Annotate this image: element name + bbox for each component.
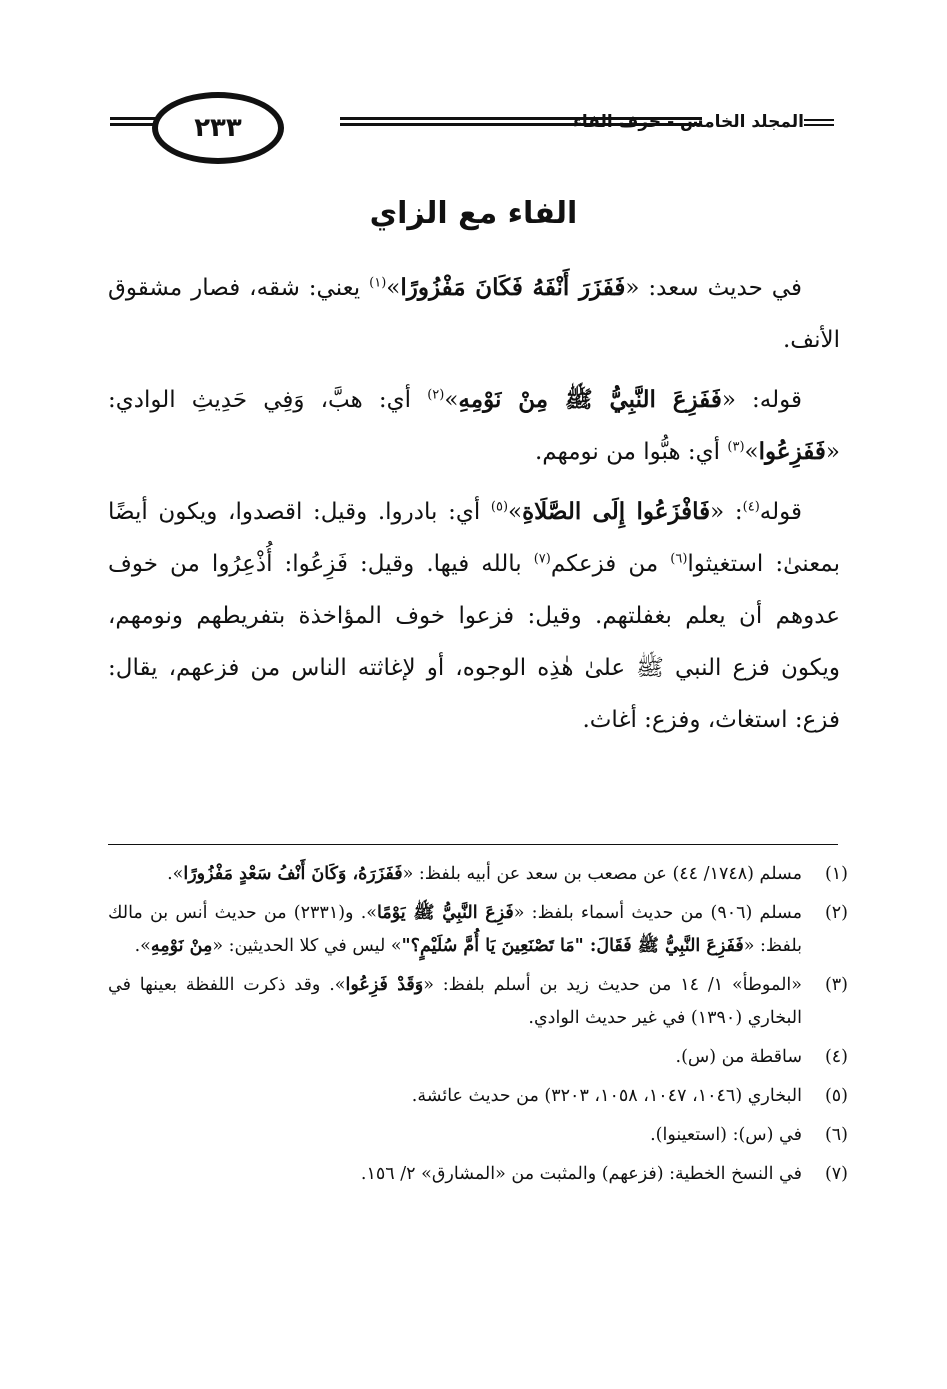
- footnote: [108, 897, 848, 963]
- section-title: الفاء مع الزاي: [369, 196, 578, 231]
- header-rule-left: [110, 117, 158, 131]
- page-header: [110, 92, 840, 172]
- paragraph: قوله$^{(٤)}$: «فَافْزَعُوا إِلَى الصَّلَاةِ»$^{(٥)}$ أي: بادروا. وقيل: اقصدوا، ويكون أيضًا بمعنىٰ: استغيثوا$^{(٦)}$ من فزعكم$^{(٧)}$ بالله فيها. وقيل: فَزِعُوا: أُذْعِرُوا من خوف عدوهم أن يعلم بغفلتهم. وقيل: فزعوا خوف المؤاخذة بتفريطهم ونومهم، ويكون فزع النبي ﷺ علىٰ هٰذِه الوجوه، أو لإغاثته الناس من فزعهم، يقال: فزع: استغاث، وفزع: أغاث.: [108, 498, 840, 733]
- footnote-separator: [108, 844, 838, 845]
- footnote-number: (٥): [824, 1086, 848, 1106]
- footnote-ref[interactable]: (٣): [727, 439, 745, 455]
- footnote-text: في النسخ الخطية: (فزعهم) والمثبت من «المشارق» ٢/ ١٥٦.: [360, 1164, 802, 1184]
- hadith-quote: فَفَزِعَ النَّبِيُّ ﷺ مِنْ نَوْمِهِ: [458, 386, 722, 413]
- main-text: [108, 262, 840, 754]
- footnote: [108, 969, 848, 1035]
- footnote-text: ساقطة من (س).: [675, 1047, 802, 1067]
- page-number: ٢٣٣: [152, 92, 284, 164]
- footnote-text: مسلم (١٧٤٨/ ٤٤) عن مصعب بن سعد عن أبيه بلفظ: «فَفَزَرَهُ، وَكَانَ أَنْفُ سَعْدٍ مَفْزُورًا».: [167, 864, 802, 884]
- footnote-text: البخاري (١٠٤٦، ١٠٤٧، ١٠٥٨، ٣٢٠٣) من حديث عائشة.: [411, 1086, 802, 1106]
- footnote-number: (١): [824, 864, 848, 884]
- footnote-number: (٢): [824, 903, 848, 923]
- hadith-quote: فَافْزَعُوا إِلَى الصَّلَاةِ: [522, 498, 711, 525]
- footnote: [108, 1158, 848, 1191]
- footnotes: [108, 858, 848, 1197]
- footnote-ref[interactable]: (٤): [742, 499, 760, 515]
- footnote-number: (٣): [824, 975, 848, 995]
- footnote-ref[interactable]: (٢): [427, 387, 445, 403]
- paragraph: قوله: «فَفَزِعَ النَّبِيُّ ﷺ مِنْ نَوْمِهِ»$^{(٢)}$ أي: هبَّ، وَفِي حَدِيثِ الوادي: «فَفَزِعُوا»$^{(٣)}$ أي: هبُّوا من نومهم.: [108, 386, 840, 465]
- running-title-text: المجلد الخامس - حرف الفاء: [573, 112, 804, 132]
- footnote-ref[interactable]: (٦): [670, 551, 688, 567]
- footnote-text: في (س): (استعينوا).: [650, 1125, 802, 1145]
- footnote-ref[interactable]: (٥): [490, 499, 509, 515]
- footnote: [108, 1119, 848, 1152]
- hadith-quote: فَفَزَرَ أَنْفَهُ فَكَانَ مَفْزُورًا: [400, 274, 626, 301]
- running-title: [573, 112, 840, 132]
- title-ornament: [804, 116, 834, 129]
- footnote-ref[interactable]: (١): [369, 275, 387, 291]
- hadith-quote: فَفَزِعُوا: [758, 438, 826, 465]
- footnote-text: مسلم (٩٠٦) من حديث أسماء بلفظ: «فَزِعَ النَّبِيُّ ﷺ يَوْمًا». و(٢٣٣١) من حديث أنس بن مالك بلفظ: «فَفَزِعَ النَّبِيُّ ﷺ فَقَالَ: "مَا تَصْنَعِينَ يَا أُمَّ سُلَيْمٍ؟"» ليس في كلا الحديثين: «مِنْ نَوْمِهِ».: [108, 903, 802, 956]
- paragraph: في حديث سعد: «فَفَزَرَ أَنْفَهُ فَكَانَ مَفْزُورًا»$^{(١)}$ يعني: شقه، فصار مشقوق الأنف.: [108, 274, 840, 353]
- footnote: [108, 1041, 848, 1074]
- footnote-ref[interactable]: (٧): [533, 551, 551, 567]
- footnote-number: (٧): [824, 1164, 848, 1184]
- footnote: [108, 1080, 848, 1113]
- footnote-number: (٤): [824, 1047, 848, 1067]
- footnote: [108, 858, 848, 891]
- footnote-text: «الموطأ» ١/ ١٤ من حديث زيد بن أسلم بلفظ: «وَقَدْ فَزِعُوا». وقد ذكرت اللفظة بعينها في البخاري (١٣٩٠) في غير حديث الوادي.: [108, 975, 802, 1028]
- footnote-number: (٦): [824, 1125, 848, 1145]
